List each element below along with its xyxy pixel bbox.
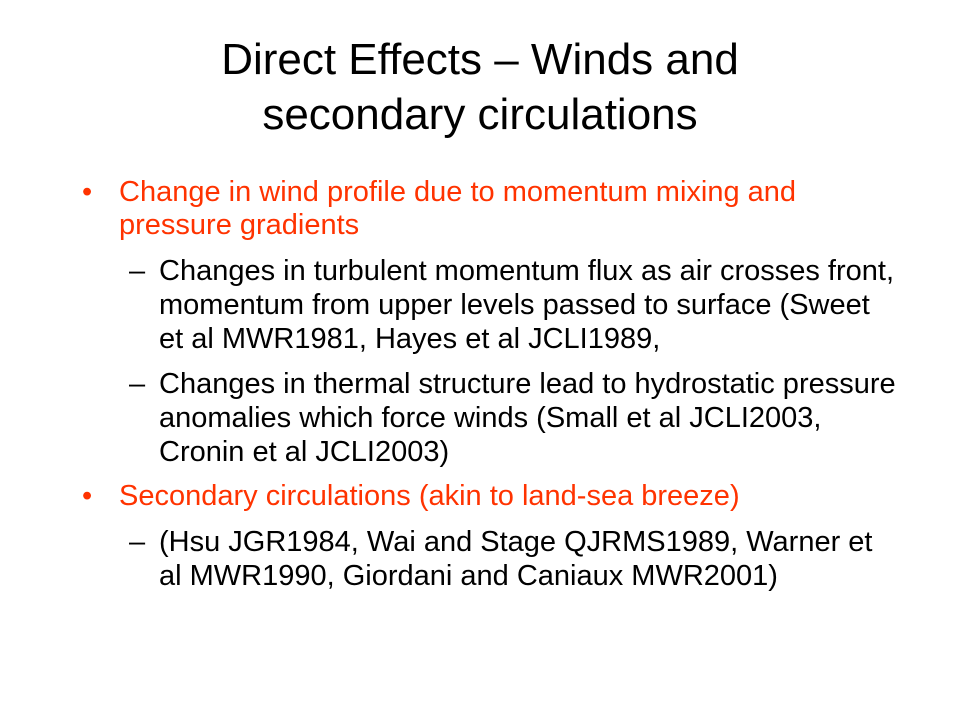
bullet-wind-profile [79, 176, 899, 242]
bullet-marker: • [82, 480, 93, 512]
bullet-secondary-circulations [79, 480, 899, 513]
sub-bullet-text: Changes in thermal structure lead to hydrostatic pressure anomalies which force winds (Small et al JCLI2003, Cronin et al JCLI2003) [159, 368, 896, 468]
dash-marker: – [129, 368, 146, 400]
dash-marker: – [129, 526, 146, 558]
slide-body [79, 176, 899, 604]
slide-title [80, 32, 880, 142]
sub-bullet-thermal-structure [79, 367, 899, 469]
bullet-text: Change in wind profile due to momentum mixing and pressure gradients [119, 176, 797, 241]
sub-bullet-text: (Hsu JGR1984, Wai and Stage QJRMS1989, Warner et al MWR1990, Giordani and Caniaux MWR2001) [159, 526, 873, 592]
sub-bullet-momentum-flux [79, 254, 899, 356]
sub-bullet-references [79, 525, 899, 593]
dash-marker: – [129, 255, 146, 287]
title-line-1: Direct Effects – Winds and [221, 35, 739, 84]
bullet-text: Secondary circulations (akin to land-sea breeze) [119, 480, 740, 512]
title-line-2: secondary circulations [262, 90, 698, 139]
bullet-marker: • [82, 176, 93, 208]
sub-bullet-text: Changes in turbulent momentum flux as air crosses front, momentum from upper levels passed to surface (Sweet et al MWR1981, Hayes et al JCLI1989, [159, 255, 894, 355]
